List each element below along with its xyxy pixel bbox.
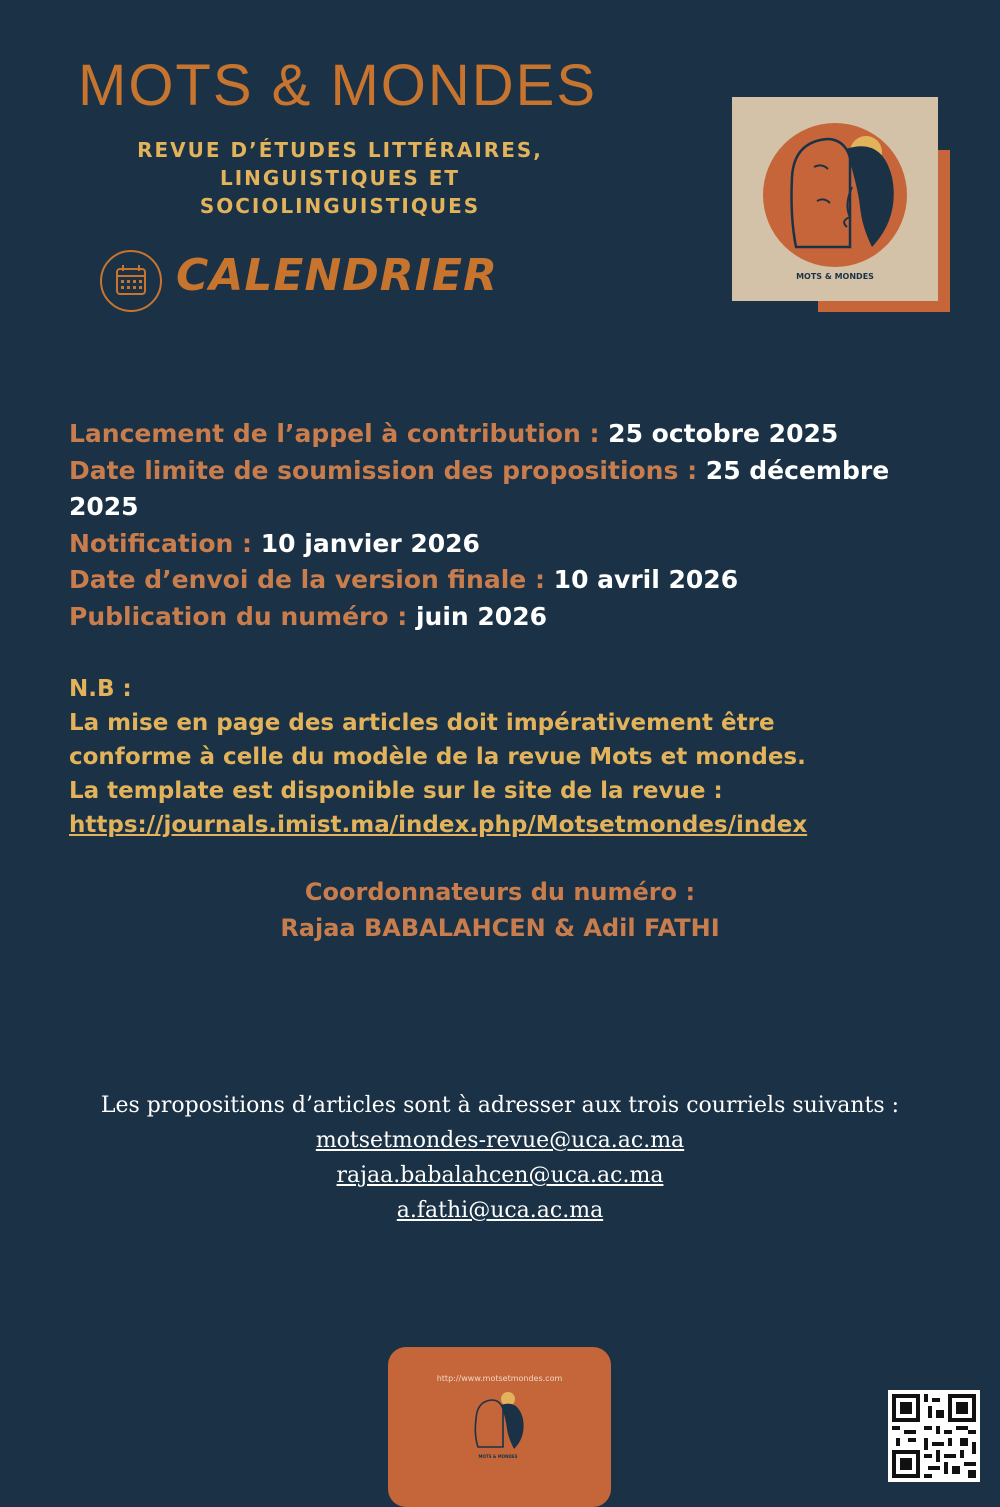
schedule-value: 25 décembre 2025 [69, 455, 890, 521]
coordinators-heading: Coordonnateurs du numéro : [304, 878, 696, 906]
contact-intro: Les propositions d’articles sont à adresser aux trois courriels suivants : [100, 1093, 900, 1118]
schedule-item [69, 562, 959, 599]
subtitle-line: SOCIOLINGUISTIQUES [199, 194, 481, 218]
note-line: La mise en page des articles doit impérativement être [69, 710, 775, 736]
logo-caption: MOTS & MONDES [796, 272, 874, 281]
journal-logo [732, 97, 950, 312]
email-link[interactable]: rajaa.babalahcen@uca.ac.ma [336, 1163, 664, 1188]
schedule-item [69, 526, 959, 563]
subtitle-line: REVUE D’ÉTUDES LITTÉRAIRES, [137, 138, 543, 162]
schedule-label: Lancement de l’appel à contribution : [69, 419, 600, 448]
schedule-label: Notification : [69, 528, 253, 558]
schedule-value: juin 2026 [415, 601, 547, 631]
template-link[interactable]: https://journals.imist.ma/index.php/Motsetmondes/index [69, 812, 808, 838]
calendar-schedule [69, 416, 959, 635]
journal-subtitle [110, 136, 570, 220]
schedule-label: Date limite de soumission des propositions : [69, 455, 698, 485]
schedule-value: 25 octobre 2025 [608, 419, 839, 448]
footer-logo-caption: MOTS & MONDES [478, 1454, 518, 1459]
schedule-label: Publication du numéro : [69, 601, 408, 631]
schedule-item [69, 599, 959, 636]
journal-title: MOTS & MONDES [78, 53, 598, 118]
logo-card [732, 97, 938, 301]
subtitle-line: LINGUISTIQUES ET [219, 166, 461, 190]
email-link[interactable]: a.fathi@uca.ac.ma [396, 1198, 604, 1223]
contact-block [0, 1088, 1000, 1228]
schedule-label: Date d’envoi de la version finale : [69, 565, 545, 594]
note-line: conforme à celle du modèle de la revue Mots et mondes. [69, 744, 806, 770]
qr-code-icon[interactable] [888, 1390, 980, 1482]
calendar-icon [100, 250, 162, 312]
footer-card [388, 1347, 611, 1507]
footer-logo-icon [468, 1389, 532, 1461]
coordinators-block [0, 874, 1000, 946]
schedule-item [69, 453, 959, 526]
schedule-value: 10 janvier 2026 [260, 528, 480, 558]
footer-url: http://www.motsetmondes.com [436, 1374, 563, 1383]
email-link[interactable]: motsetmondes-revue@uca.ac.ma [315, 1128, 685, 1153]
section-label: CALENDRIER [176, 250, 498, 301]
schedule-value: 10 avril 2026 [553, 565, 739, 594]
note-line: La template est disponible sur le site de la revue : [69, 778, 723, 804]
schedule-item [69, 416, 959, 453]
coordinators-names: Rajaa BABALAHCEN & Adil FATHI [280, 914, 720, 942]
note-heading: N.B : [69, 676, 132, 702]
note-block [69, 672, 949, 842]
